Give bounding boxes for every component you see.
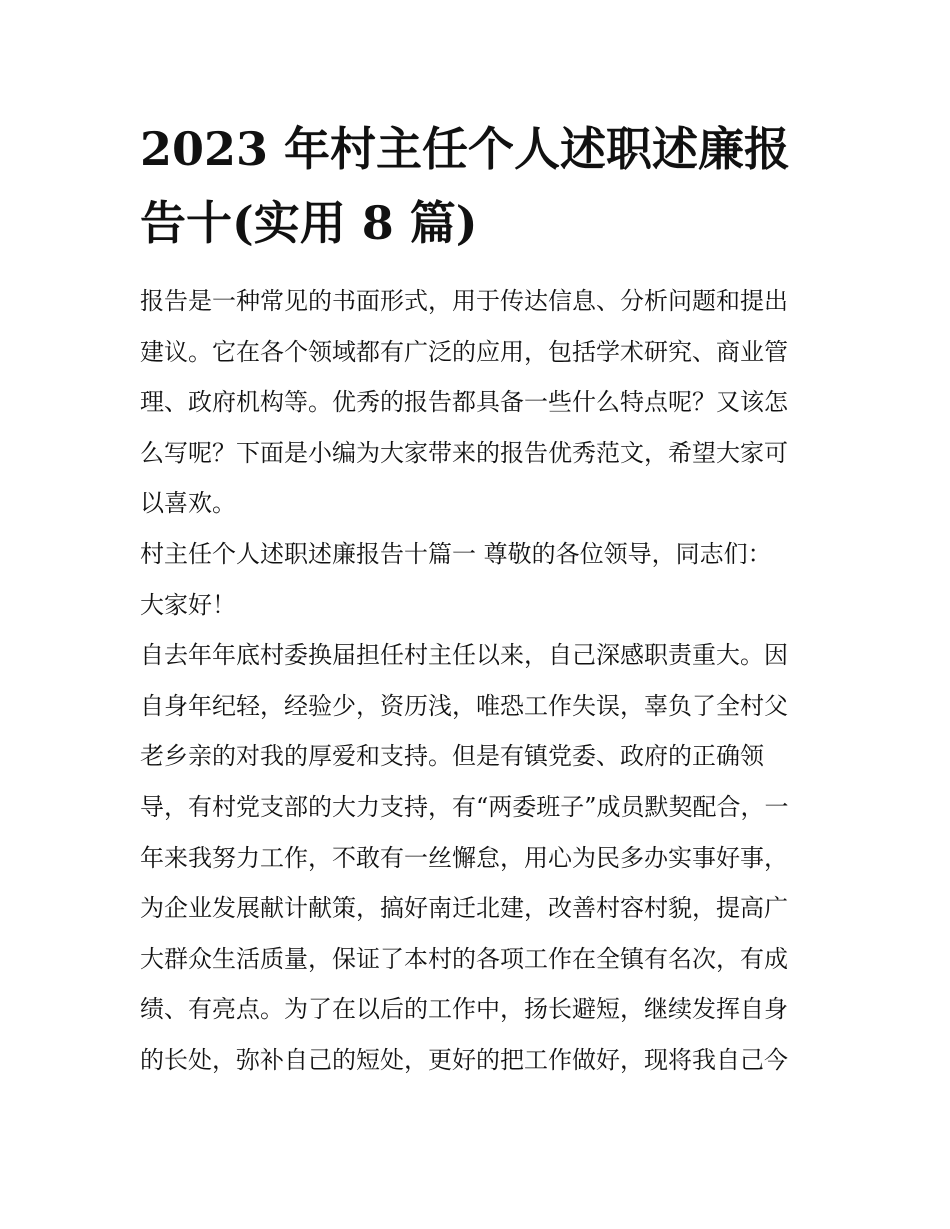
text-line: 年来我努力工作，不敢有一丝懈怠，用心为民多办实事好事， xyxy=(140,843,788,872)
text-line: 导，有村党支部的大力支持，有“两委班子”成员默契配合，一 xyxy=(140,792,789,821)
text-line: 老乡亲的对我的厚爱和支持。但是有镇党委、政府的正确领 xyxy=(140,742,764,771)
document-page xyxy=(140,112,812,1086)
title-line: 2023 年村主任个人述职述廉报 xyxy=(140,122,791,176)
text-line: 自去年年底村委换届担任村主任以来，自己深感职责重大。因 xyxy=(140,641,788,670)
paragraph-intro xyxy=(140,276,812,529)
text-line: 报告是一种常见的书面形式，用于传达信息、分析问题和提出 xyxy=(140,287,788,315)
text-line: 以喜欢。 xyxy=(140,489,236,518)
text-line: 村主任个人述职述廉报告十篇一 尊敬的各位领导，同志们： xyxy=(140,539,772,568)
text-line: 理、政府机构等。优秀的报告都具备一些什么特点呢？又该怎 xyxy=(140,388,788,417)
paragraph-heading xyxy=(140,529,812,580)
paragraph-main xyxy=(140,630,812,1085)
document-body xyxy=(140,276,812,1086)
text-line: 大群众生活质量，保证了本村的各项工作在全镇有名次，有成 xyxy=(140,944,788,973)
paragraph-greeting xyxy=(140,580,812,631)
title-line: 告十(实用 8 篇) xyxy=(140,196,478,250)
document-title xyxy=(140,112,812,260)
text-line: 建议。它在各个领域都有广泛的应用，包括学术研究、商业管 xyxy=(140,337,788,366)
text-line: 么写呢？下面是小编为大家带来的报告优秀范文，希望大家可 xyxy=(140,438,788,467)
text-line: 自身年纪轻，经验少，资历浅，唯恐工作失误，辜负了全村父 xyxy=(140,691,788,720)
text-line: 的长处，弥补自己的短处，更好的把工作做好，现将我自己今 xyxy=(140,1045,788,1074)
text-line: 大家好！ xyxy=(140,590,236,619)
text-line: 绩、有亮点。为了在以后的工作中，扬长避短，继续发挥自身 xyxy=(140,995,788,1024)
text-line: 为企业发展献计献策，搞好南迁北建，改善村容村貌，提高广 xyxy=(140,894,788,923)
